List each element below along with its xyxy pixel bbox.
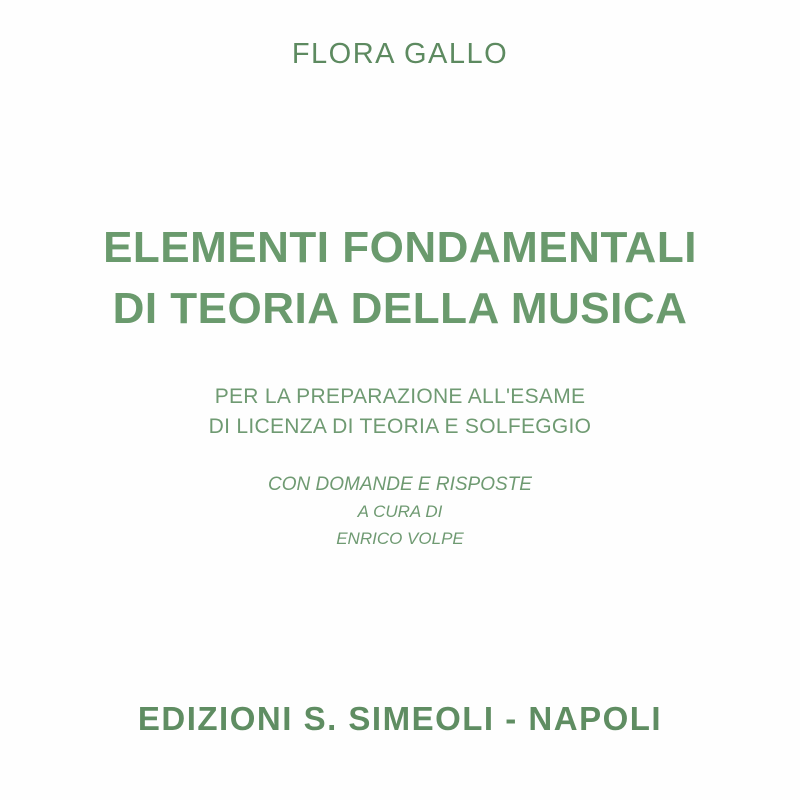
credits-line-1: CON DOMANDE E RISPOSTE [268, 474, 532, 495]
publisher-imprint: EDIZIONI S. SIMEOLI - NAPOLI [137, 700, 663, 737]
credits-editor-name: ENRICO VOLPE [336, 528, 464, 548]
title-line-2: DI TEORIA DELLA MUSICA [112, 283, 688, 333]
author-name: FLORA GALLO [291, 38, 509, 70]
book-credits [0, 470, 800, 552]
credits-line-2: A CURA DI [357, 502, 443, 522]
book-subtitle [0, 382, 800, 443]
subtitle-line-2: DI LICENZA DI TEORIA E SOLFEGGIO [208, 415, 592, 439]
subtitle-line-1: PER LA PREPARAZIONE ALL'ESAME [214, 385, 586, 408]
book-title [0, 218, 800, 339]
title-line-1: ELEMENTI FONDAMENTALI [103, 223, 697, 272]
